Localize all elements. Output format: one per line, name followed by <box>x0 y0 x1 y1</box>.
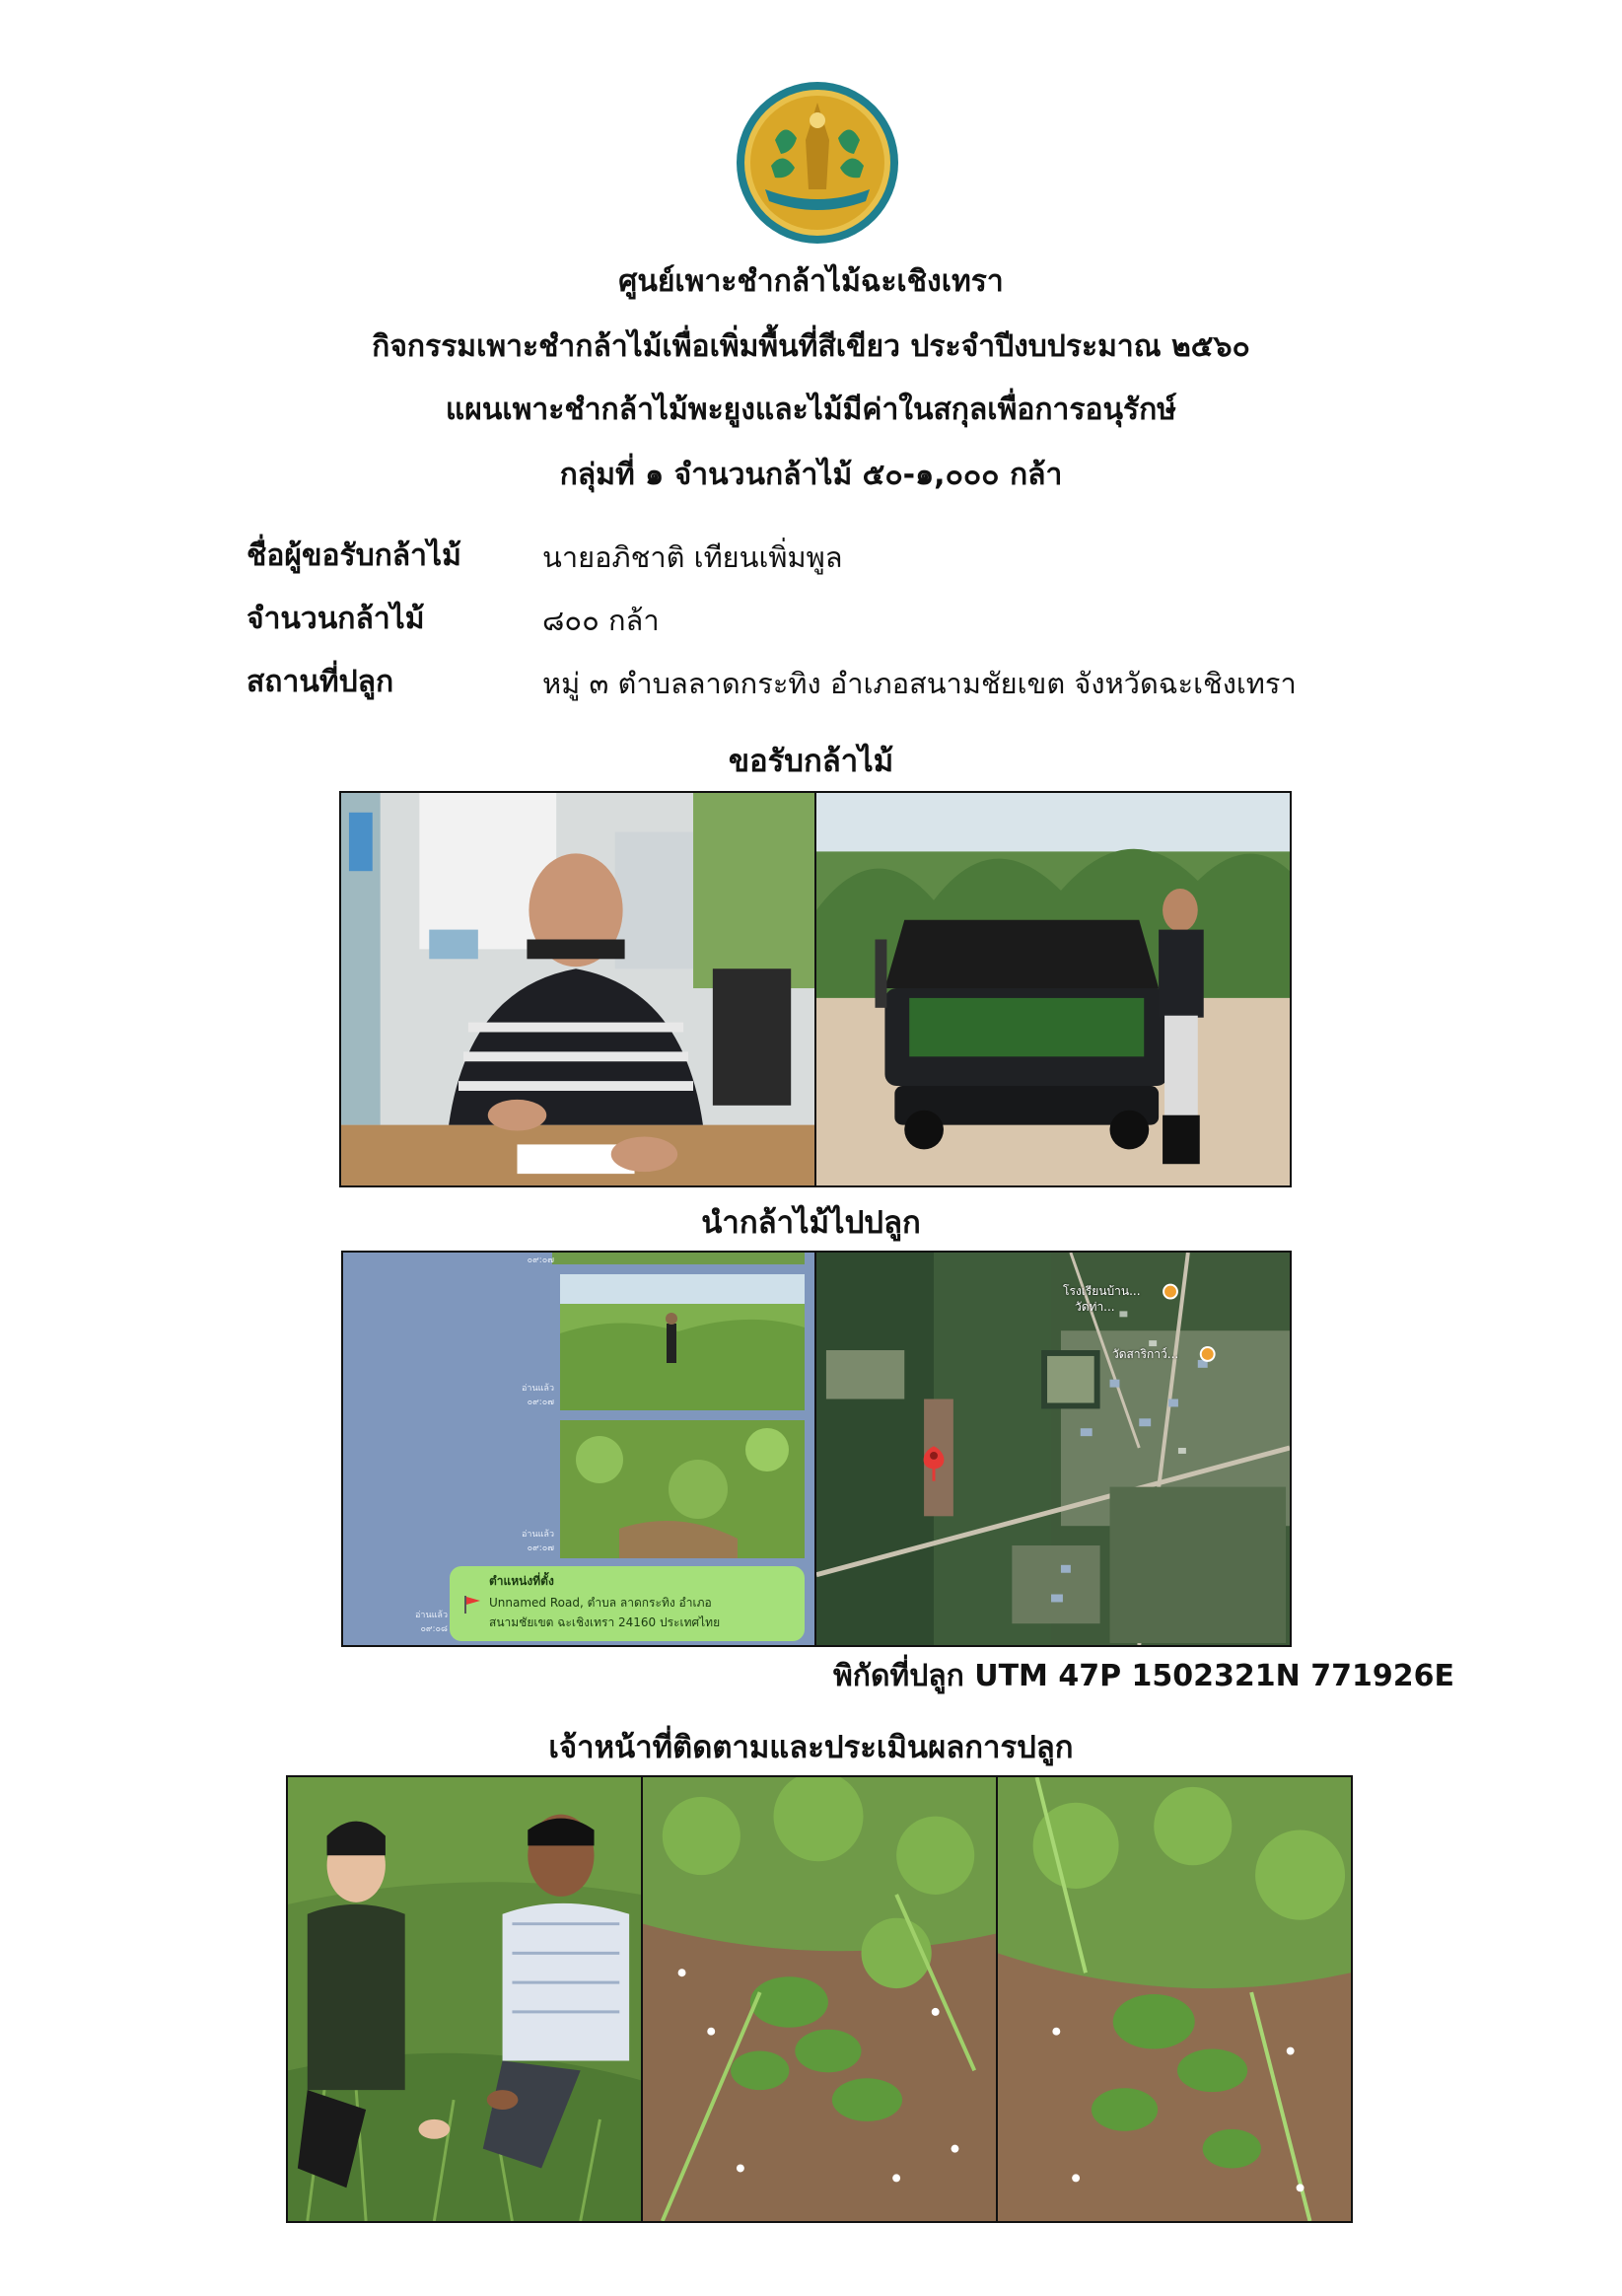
department-logo <box>736 81 899 245</box>
photo-signing <box>339 791 816 1187</box>
photo-seedling-closeup-2 <box>996 1775 1353 2223</box>
satellite-map <box>814 1251 1292 1647</box>
chat-location-bubble <box>450 1566 805 1641</box>
recipient-value: นายอภิชาติ เทียนเพิ่มพูล <box>542 540 843 574</box>
section-receive-heading: ขอรับกล้าไม้ <box>728 744 894 779</box>
quantity-label: จำนวนกล้าไม้ <box>247 602 425 636</box>
chat-read-label-1: อ่านแล้ว <box>522 1384 554 1394</box>
photo-officers-inspecting <box>286 1775 643 2223</box>
location-label: สถานที่ปลูก <box>247 665 394 699</box>
map-label-school: โรงเรียนบ้าน... <box>1063 1284 1141 1298</box>
header-plan: แผนเพาะชำกล้าไม้พะยูงและไม้มีค่าในสกุลเพื่อการอนุรักษ์ <box>445 393 1177 427</box>
flag-icon <box>461 1594 483 1615</box>
chat-time-3: ๐๙:๐๗ <box>527 1256 554 1265</box>
chat-time-2: ๐๙:๐๗ <box>527 1543 554 1553</box>
location-value: หมู่ ๓ ตำบลลาดกระทิง อำเภอสนามชัยเขต จังหวัดฉะเชิงเทรา <box>542 667 1297 700</box>
header-activity: กิจกรรมเพาะชำกล้าไม้เพื่อเพิ่มพื้นที่สีเขียว ประจำปีงบประมาณ ๒๕๖๐ <box>372 329 1250 364</box>
chat-location-line2: สนามชัยเขต ฉะเชิงเทรา 24160 ประเทศไทย <box>489 1615 721 1629</box>
map-label-temple: วัดท่า... <box>1075 1300 1115 1314</box>
chat-time-4: ๐๙:๐๘ <box>420 1624 448 1634</box>
header-group: กลุ่มที่ ๑ จำนวนกล้าไม้ ๕๐-๑,๐๐๐ กล้า <box>559 458 1063 492</box>
chat-read-label-2: อ่านแล้ว <box>522 1530 554 1540</box>
chat-photo-field-2 <box>560 1420 805 1558</box>
chat-photo-field-1 <box>560 1274 805 1410</box>
map-label-temple-2: วัดสาริกาว์... <box>1112 1347 1179 1361</box>
chat-location-line1: Unnamed Road, ตำบล ลาดกระทิง อำเภอ <box>489 1596 712 1610</box>
photo-seedling-closeup-1 <box>641 1775 998 2223</box>
recipient-label: ชื่อผู้ขอรับกล้าไม้ <box>247 538 461 573</box>
section-monitoring-heading: เจ้าหน้าที่ติดตามและประเมินผลการปลูก <box>548 1730 1074 1765</box>
chat-location-title: ตำแหน่งที่ตั้ง <box>489 1574 554 1588</box>
header-title: ศูนย์เพาะชำกล้าไม้ฉะเชิงเทรา <box>618 264 1004 299</box>
chat-time-1: ๐๙:๐๗ <box>527 1398 554 1407</box>
photo-car-seedlings <box>814 791 1292 1187</box>
chat-screenshot <box>341 1251 816 1647</box>
planting-coordinates: พิกัดที่ปลูก UTM 47P 1502321N 771926E <box>833 1659 1454 1693</box>
section-planting-heading: นำกล้าไม้ไปปลูก <box>701 1205 921 1241</box>
quantity-value: ๘๐๐ กล้า <box>542 604 660 637</box>
chat-read-label-4: อ่านแล้ว <box>415 1611 448 1620</box>
